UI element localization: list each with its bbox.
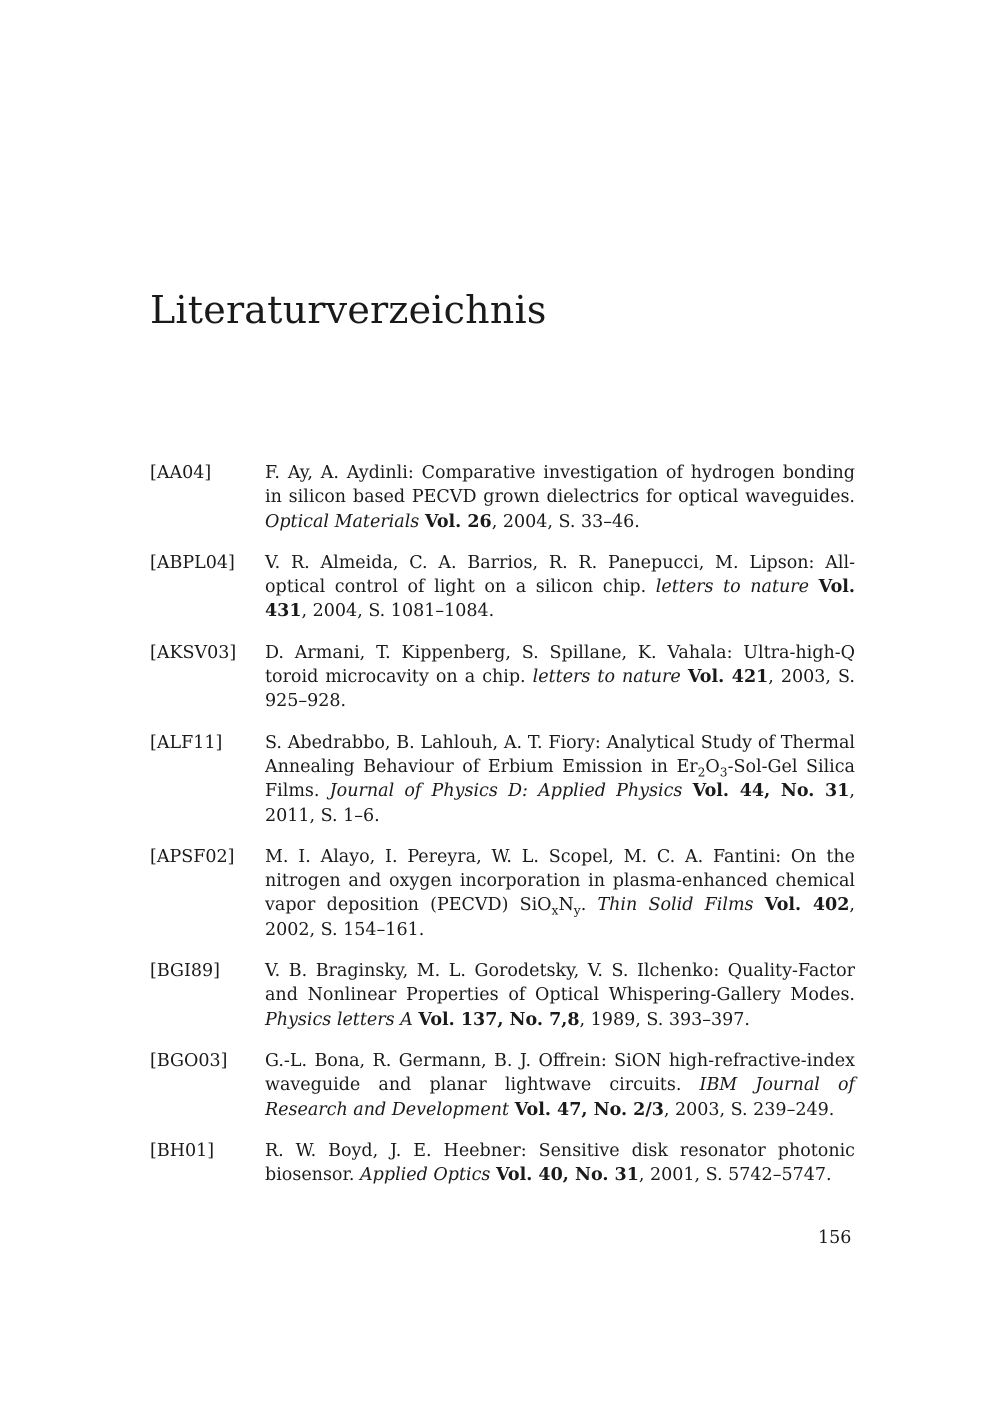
reference-text: M. I. Alayo, I. Pereyra, W. L. Scopel, M. C. A. Fantini: On the nitrogen and oxygen incorporation in plasma-enhanced chemical vapor deposition (PECVD) $SiO_xN_y$. Thin Solid Films Vol. 402, 2002, S. 154–161. [265, 846, 855, 940]
citation-key: [AKSV03] [150, 642, 237, 663]
bib-entry [150, 731, 855, 828]
title-subscript: 3 [719, 765, 728, 780]
authors: G.-L. Bona, R. Germann, B. J. Offrein [265, 1050, 601, 1071]
authors: S. Abedrabbo, B. Lahlouh, A. T. Fiory [265, 732, 595, 753]
reference-text: D. Armani, T. Kippenberg, S. Spillane, K. Vahala: Ultra-high-Q toroid microcavity on a chip. letters to nature Vol. 421, 2003, S. 925–928. [265, 642, 855, 712]
title-part: . [580, 895, 587, 916]
authors: R. W. Boyd, J. E. Heebner [265, 1140, 521, 1161]
bib-entry [150, 1139, 855, 1188]
journal: Applied Optics [360, 1165, 491, 1186]
volume: Vol. 431 [265, 577, 855, 622]
article-title: All-optical control of light on a silicon chip. [265, 552, 855, 598]
volume: Vol. 26 [424, 511, 492, 532]
volume: Vol. 421 [687, 667, 769, 688]
citation-key: [ALF11] [150, 732, 223, 753]
reference-text: S. Abedrabbo, B. Lahlouh, A. T. Fiory: Analytical Study of Thermal Annealing Behaviour of Erbium Emission in $Er_2O_3-Sol$-Gel Silica Films. Journal of Physics D: Applied Physics Vol. 44, No. 31, 2011, S. 1–6. [265, 732, 855, 826]
journal: Journal of Physics D: Applied Physics [329, 781, 683, 802]
year-pages: , 2003, S. 925–928. [265, 667, 855, 712]
reference-text: V. B. Braginsky, M. L. Gorodetsky, V. S. Ilchenko: Quality-Factor and Nonlinear Properties of Optical Whispering-Gallery Modes. Physics letters A Vol. 137, No. 7,8, 1989, S. 393–397. [265, 961, 855, 1030]
reference-text: G.-L. Bona, R. Germann, B. J. Offrein: SiON high-refractive-index waveguide and planar lightwave circuits. IBM Journal of Research and Development Vol. 47, No. 2/3, 2003, S. 239–249. [265, 1050, 855, 1120]
article-title: Ultra-high-Q toroid microcavity on a chip. [265, 642, 855, 688]
title-subscript: x [551, 903, 559, 918]
reference-text: V. R. Almeida, C. A. Barrios, R. R. Panepucci, M. Lipson: All-optical control of light on a silicon chip. letters to nature Vol. 431, 2004, S. 1081–1084. [265, 552, 855, 622]
citation-key: [BGI89] [150, 961, 220, 982]
authors: D. Armani, T. Kippenberg, S. Spillane, K. Vahala [265, 642, 727, 663]
year-pages: , 2002, S. 154–161. [265, 895, 855, 940]
bibliography-list [150, 461, 855, 1187]
citation-key: [ABPL04] [150, 552, 235, 573]
article-title: Quality-Factor and Nonlinear Properties of Optical Whispering-Gallery Modes. [265, 961, 855, 1006]
volume: Vol. 47, No. 2/3 [514, 1099, 664, 1120]
title-part: Analytical Study of Thermal Annealing Behaviour of Erbium Emission in Er [265, 732, 855, 777]
volume: Vol. 137, No. 7,8 [418, 1009, 580, 1030]
title-part: -Sol-Gel Silica Films. [265, 756, 855, 802]
bib-entry [150, 641, 855, 714]
citation-key: [AA04] [150, 463, 212, 483]
authors: V. B. Braginsky, M. L. Gorodetsky, V. S. Ilchenko [265, 961, 714, 982]
year-pages: , 2011, S. 1–6. [265, 781, 855, 826]
bib-entry [150, 551, 855, 624]
volume: Vol. 402 [764, 895, 850, 916]
journal: Physics letters A [265, 1009, 413, 1030]
year-pages: , 2004, S. 1081–1084. [301, 601, 495, 622]
bib-entry [150, 1049, 855, 1122]
citation-key: [APSF02] [150, 846, 235, 867]
authors: M. I. Alayo, I. Pereyra, W. L. Scopel, M. C. A. Fantini [265, 846, 776, 867]
reference-text: F. Ay, A. Aydinli: Comparative investigation of hydrogen bonding in silicon based PECVD grown dielectrics for optical waveguides. Optical Materials Vol. 26, 2004, S. 33–46. [265, 463, 855, 532]
reference-text: R. W. Boyd, J. E. Heebner: Sensitive disk resonator photonic biosensor. Applied Optics Vol. 40, No. 31, 2001, S. 5742–5747. [265, 1140, 855, 1186]
page-number: 156 [818, 1228, 852, 1248]
article-title: SiON high-refractive-index waveguide and planar lightwave circuits. [265, 1050, 855, 1096]
title-part: O [705, 756, 720, 777]
year-pages: , 2004, S. 33–46. [491, 511, 640, 532]
volume: Vol. 40, No. 31 [495, 1165, 639, 1186]
title-part: On the nitrogen and oxygen incorporation in plasma-enhanced chemical vapor deposition (PECVD) SiO [265, 846, 855, 916]
title-subscript: 2 [697, 765, 706, 780]
chapter-title: Literaturverzeichnis [150, 288, 547, 332]
journal: Thin Solid Films [597, 895, 754, 916]
bib-entry [150, 461, 855, 534]
journal: letters to nature [655, 577, 809, 598]
title-part: N [558, 895, 574, 916]
year-pages: , 1989, S. 393–397. [579, 1009, 750, 1030]
authors: V. R. Almeida, C. A. Barrios, R. R. Panepucci, M. Lipson [265, 552, 809, 573]
article-title: Sensitive disk resonator photonic biosensor. [265, 1140, 855, 1186]
citation-key: [BGO03] [150, 1050, 228, 1071]
volume: Vol. 44, No. 31 [692, 781, 850, 802]
article-title: Comparative investigation of hydrogen bonding in silicon based PECVD grown dielectrics for optical waveguides. [265, 463, 855, 508]
year-pages: , 2001, S. 5742–5747. [638, 1165, 832, 1186]
journal: IBM Journal of Research and Development [265, 1075, 855, 1120]
bib-entry [150, 845, 855, 942]
journal: letters to nature [532, 667, 681, 688]
citation-key: [BH01] [150, 1140, 215, 1161]
authors: F. Ay, A. Aydinli [265, 463, 408, 483]
journal: Optical Materials [265, 511, 420, 532]
bib-entry [150, 959, 855, 1032]
year-pages: , 2003, S. 239–249. [663, 1099, 835, 1120]
title-subscript: y [573, 903, 581, 918]
